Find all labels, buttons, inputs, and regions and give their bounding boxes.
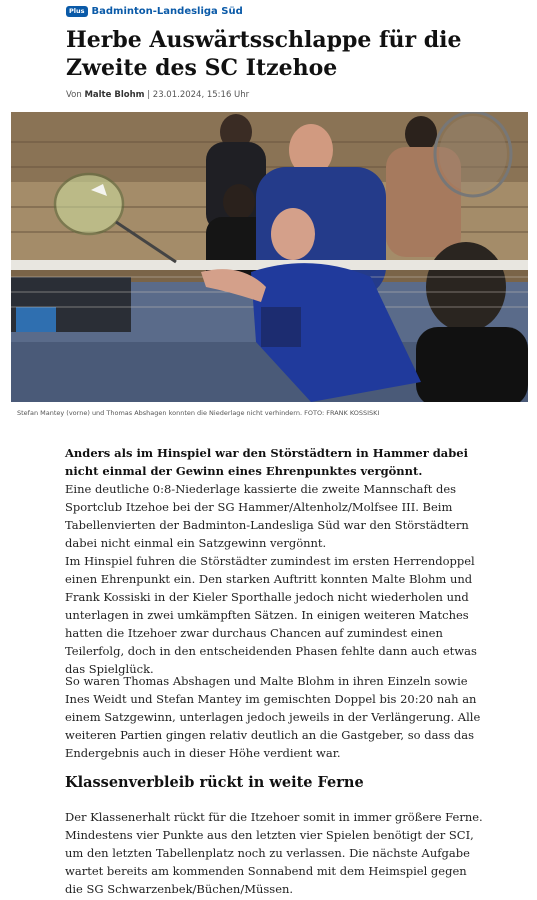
article-lead: Anders als im Hinspiel war den Störstädtern in Hammer dabei nicht einmal der Gewinn eines Ehrenpunktes vergönnt. bbox=[65, 446, 468, 478]
caption-text: Stefan Mantey (vorne) und Thomas Abshagen konnten die Niederlage nicht verhindern. bbox=[17, 409, 303, 417]
article-paragraph: Der Klassenerhalt rückt für die Itzehoer somit in immer größere Ferne. Mindestens vier Punkte aus den letzten vier Spielen benötigt der SCI, um den letzten Tabellenplatz noch zu verlassen. Die nächste Aufgabe wartet bereits am kommenden Sonnabend mit dem Heimspiel gegen die SG Schwarzenbek/Büchen/Müssen. bbox=[65, 810, 483, 896]
photo-caption bbox=[17, 409, 527, 418]
badminton-players-image bbox=[11, 112, 528, 402]
plus-badge: Plus bbox=[66, 6, 88, 17]
article-photo[interactable] bbox=[11, 112, 528, 402]
article-headline: Herbe Auswärtsschlappe für die Zweite des SC Itzehoe bbox=[66, 27, 462, 81]
article-paragraph: Im Hinspiel fuhren die Störstädter zumindest im ersten Herrendoppel einen Ehrenpunkt ein. Den starken Auftritt konnten Malte Blohm und Frank Kossiski in der Kieler Sporthalle jedoch nicht wiederholen und unterlagen in zwei umkämpften Sätzen. In einigen weiteren Matches hatten die Itzehoer zwar durchaus Chancen auf zumindest einen Teilerfolg, doch in den entscheidenden Phasen fehlte dann auch etwas das Spielglück. bbox=[65, 554, 477, 676]
author-name[interactable]: Malte Blohm bbox=[84, 90, 145, 100]
article-paragraph: Eine deutliche 0:8-Niederlage kassierte die zweite Mannschaft des Sportclub Itzehoe bei der SG Hammer/Altenholz/Molfsee III. Beim Tabellenvierten der Badminton-Landesliga Süd war den Störstädtern dabei nicht einmal ein Satzgewinn vergönnt. bbox=[65, 482, 469, 550]
byline bbox=[66, 90, 249, 100]
section-kicker[interactable] bbox=[66, 6, 243, 17]
byline-prefix: Von bbox=[66, 90, 82, 100]
publish-datetime: 23.01.2024, 15:16 Uhr bbox=[152, 90, 250, 100]
section-label[interactable]: Badminton-Landesliga Süd bbox=[91, 6, 243, 17]
section-subheading: Klassenverbleib rückt in weite Ferne bbox=[65, 774, 364, 791]
byline-separator: | bbox=[147, 90, 151, 100]
photo-credit: FOTO: FRANK KOSSISKI bbox=[304, 409, 380, 417]
article-paragraph: So waren Thomas Abshagen und Malte Blohm in ihren Einzeln sowie Ines Weidt und Stefan Mantey im gemischten Doppel bis 20:20 nah an einem Satzgewinn, unterlagen jedoch jeweils in der Verlängerung. Alle weiteren Partien gingen relativ deutlich an die Gastgeber, so dass das Endergebnis auch in dieser Höhe verdient war. bbox=[65, 674, 481, 760]
